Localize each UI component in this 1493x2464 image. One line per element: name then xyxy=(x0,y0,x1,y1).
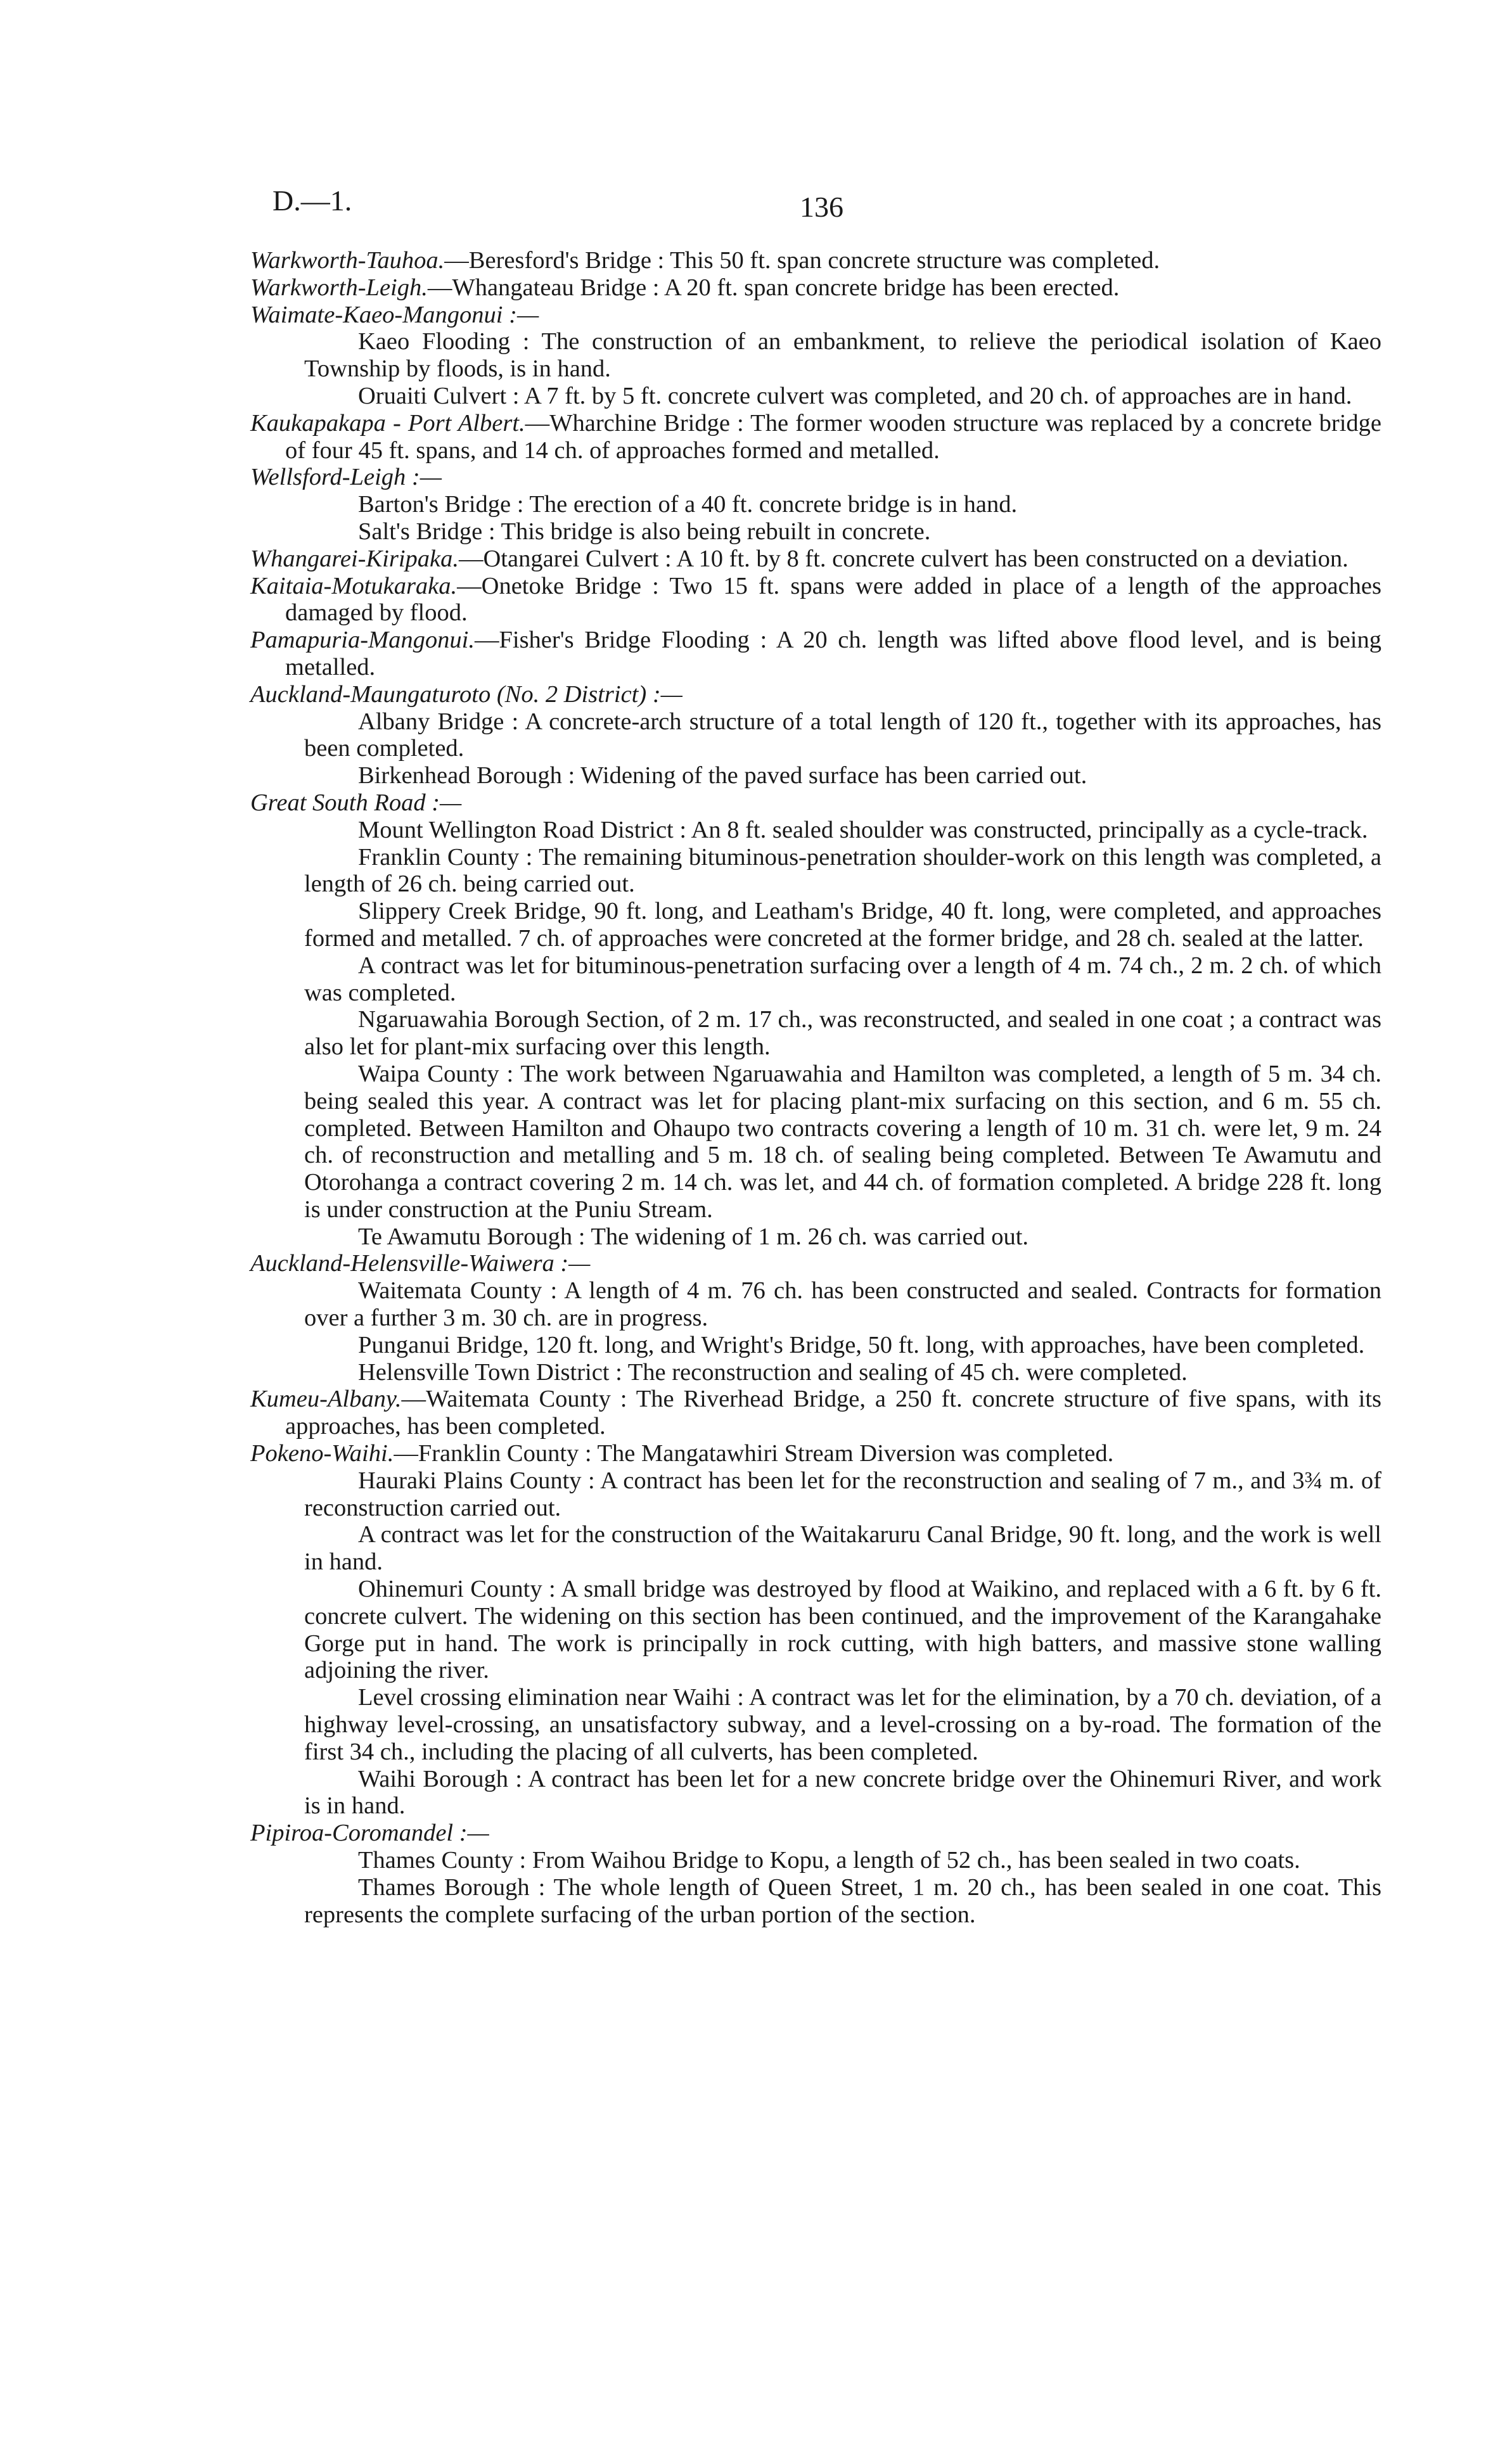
section-paragraph xyxy=(250,627,1381,681)
sub-paragraph xyxy=(250,898,1381,952)
paragraph-text: —Franklin County : The Mangatawhiri Stream Diversion was completed. xyxy=(394,1440,1114,1467)
section-paragraph xyxy=(250,1250,1381,1277)
section-heading: Whangarei-Kiripaka. xyxy=(250,545,459,572)
sub-paragraph xyxy=(250,1277,1381,1332)
sub-paragraph xyxy=(250,1006,1381,1061)
sub-paragraph xyxy=(250,1576,1381,1684)
section-heading: Great South Road :— xyxy=(250,789,462,816)
sub-paragraph xyxy=(250,1684,1381,1765)
paragraph-text: —Onetoke Bridge : Two 15 ft. spans were added in place of a length of the approaches damaged by flood. xyxy=(285,572,1381,627)
paragraph-text: Hauraki Plains County : A contract has been let for the reconstruction and sealing of 7 m., and 3¾ m. of reconstruction carried out. xyxy=(304,1467,1381,1521)
paragraph-text: Slippery Creek Bridge, 90 ft. long, and Leatham's Bridge, 40 ft. long, were completed, and approaches formed and metalled. 7 ch. of approaches were concreted at the former bridge, and 28 ch. sealed at the latter. xyxy=(304,898,1381,952)
paragraph-text: Barton's Bridge : The erection of a 40 ft. concrete bridge is in hand. xyxy=(358,491,1018,518)
section-heading: Kumeu-Albany. xyxy=(250,1386,402,1413)
document-body xyxy=(250,247,1381,1928)
section-paragraph xyxy=(250,1440,1381,1467)
sub-paragraph xyxy=(250,383,1381,410)
section-paragraph xyxy=(250,681,1381,708)
sub-paragraph xyxy=(250,708,1381,763)
section-paragraph xyxy=(250,247,1381,274)
section-heading: Warkworth-Leigh. xyxy=(250,274,428,301)
section-heading: Pokeno-Waihi. xyxy=(250,1440,394,1467)
paragraph-text: Ohinemuri County : A small bridge was destroyed by flood at Waikino, and replaced with a 6 ft. by 6 ft. concrete culvert. The widening on this section has been continued, and the improvement of the Karangahake Gorge put in hand. The work is principally in rock cutting, with high batters, and massive stone walling adjoining the river. xyxy=(304,1576,1381,1684)
paragraph-text: —Waitemata County : The Riverhead Bridge, a 250 ft. concrete structure of five spans, with its approaches, has been completed. xyxy=(285,1386,1381,1440)
paragraph-text: A contract was let for bituminous-penetration surfacing over a length of 4 m. 74 ch., 2 m. 2 ch. of which was completed. xyxy=(304,952,1381,1006)
sub-paragraph xyxy=(250,817,1381,844)
paragraph-text: Salt's Bridge : This bridge is also being rebuilt in concrete. xyxy=(358,518,931,545)
section-paragraph xyxy=(250,1820,1381,1847)
sub-paragraph xyxy=(250,1521,1381,1576)
sub-paragraph xyxy=(250,328,1381,383)
section-heading: Wellsford-Leigh :— xyxy=(250,464,442,491)
sub-paragraph xyxy=(250,952,1381,1007)
sub-paragraph xyxy=(250,1223,1381,1251)
sub-paragraph xyxy=(250,1332,1381,1359)
paragraph-text: —Beresford's Bridge : This 50 ft. span concrete structure was completed. xyxy=(444,247,1160,274)
paragraph-text: Mount Wellington Road District : An 8 ft. sealed shoulder was constructed, principally as a cycle-track. xyxy=(358,816,1368,843)
paragraph-text: Thames Borough : The whole length of Queen Street, 1 m. 20 ch., has been sealed in one coat. This represents the complete surfacing of the urban portion of the section. xyxy=(304,1874,1381,1928)
sub-paragraph xyxy=(250,491,1381,518)
paragraph-text: Thames County : From Waihou Bridge to Kopu, a length of 52 ch., has been sealed in two coats. xyxy=(358,1847,1300,1874)
paragraph-text: Punganui Bridge, 120 ft. long, and Wright's Bridge, 50 ft. long, with approaches, have been completed. xyxy=(358,1331,1365,1358)
section-heading: Warkworth-Tauhoa. xyxy=(250,247,445,274)
section-paragraph xyxy=(250,789,1381,817)
paragraph-text: Oruaiti Culvert : A 7 ft. by 5 ft. concrete culvert was completed, and 20 ch. of approaches are in hand. xyxy=(358,382,1352,409)
paragraph-text: Level crossing elimination near Waihi : A contract was let for the elimination, by a 70 ch. deviation, of a highway level-crossing, an unsatisfactory subway, and a level-crossing on a by-road. The formation of the first 34 ch., including the placing of all culverts, has been completed. xyxy=(304,1684,1381,1765)
sub-paragraph xyxy=(250,1766,1381,1820)
section-paragraph xyxy=(250,410,1381,464)
sub-paragraph xyxy=(250,844,1381,898)
section-paragraph xyxy=(250,573,1381,627)
section-paragraph xyxy=(250,464,1381,491)
section-heading: Pipiroa-Coromandel :— xyxy=(250,1820,489,1847)
sub-paragraph xyxy=(250,1467,1381,1522)
sub-paragraph xyxy=(250,518,1381,546)
section-paragraph xyxy=(250,274,1381,302)
paragraph-text: Kaeo Flooding : The construction of an embankment, to relieve the periodical isolation of Kaeo Township by floods, is in hand. xyxy=(304,328,1381,383)
paragraph-text: Te Awamutu Borough : The widening of 1 m. 26 ch. was carried out. xyxy=(358,1223,1029,1250)
document-reference: D.—1. xyxy=(272,184,352,217)
sub-paragraph xyxy=(250,1359,1381,1386)
section-heading: Auckland-Helensville-Waiwera :— xyxy=(250,1250,591,1277)
section-heading: Kaitaia-Motukaraka. xyxy=(250,572,458,599)
paragraph-text: Franklin County : The remaining bituminous-penetration shoulder-work on this length was completed, a length of 26 ch. being carried out. xyxy=(304,843,1381,898)
sub-paragraph xyxy=(250,1061,1381,1223)
paragraph-text: —Whangateau Bridge : A 20 ft. span concrete bridge has been erected. xyxy=(427,274,1120,301)
section-heading: Waimate-Kaeo-Mangonui :— xyxy=(250,301,539,328)
paragraph-text: Waihi Borough : A contract has been let for a new concrete bridge over the Ohinemuri River, and work is in hand. xyxy=(304,1765,1381,1820)
section-heading: Pamapuria-Mangonui. xyxy=(250,627,475,654)
sub-paragraph xyxy=(250,1874,1381,1929)
paragraph-text: Waipa County : The work between Ngaruawahia and Hamilton was completed, a length of 5 m. 34 ch. being sealed this year. A contract was let for placing plant-mix surfacing on this section, and 6 m. 55 ch. completed. Between Hamilton and Ohaupo two contracts covering a length of 10 m. 31 ch. were let, 9 m. 24 ch. of reconstruction and metalling and 5 m. 18 ch. of sealing being completed. Between Te Awamutu and Otorohanga a contract covering 2 m. 14 ch. was let, and 44 ch. of formation completed. A bridge 228 ft. long is under construction at the Puniu Stream. xyxy=(304,1060,1381,1223)
section-heading: Auckland-Maungaturoto (No. 2 District) :— xyxy=(250,680,682,708)
paragraph-text: Albany Bridge : A concrete-arch structure of a total length of 120 ft., together with its approaches, has been completed. xyxy=(304,708,1381,762)
section-paragraph xyxy=(250,1386,1381,1440)
paragraph-text: —Fisher's Bridge Flooding : A 20 ch. length was lifted above flood level, and is being metalled. xyxy=(285,627,1381,680)
sub-paragraph xyxy=(250,1847,1381,1874)
sub-paragraph xyxy=(250,762,1381,789)
section-heading: Kaukapakapa - Port Albert. xyxy=(250,409,525,437)
paragraph-text: —Wharchine Bridge : The former wooden structure was replaced by a concrete bridge of four 45 ft. spans, and 14 ch. of approaches formed and metalled. xyxy=(285,409,1381,464)
section-paragraph xyxy=(250,546,1381,573)
paragraph-text: Waitemata County : A length of 4 m. 76 ch. has been constructed and sealed. Contracts for formation over a further 3 m. 30 ch. are in progress. xyxy=(304,1277,1381,1332)
paragraph-text: Ngaruawahia Borough Section, of 2 m. 17 ch., was reconstructed, and sealed in one coat ; a contract was also let for plant-mix surfacing over this length. xyxy=(304,1006,1381,1061)
paragraph-text: Helensville Town District : The reconstruction and sealing of 45 ch. were completed. xyxy=(358,1358,1188,1386)
paragraph-text: Birkenhead Borough : Widening of the paved surface has been carried out. xyxy=(358,762,1087,789)
paragraph-text: —Otangarei Culvert : A 10 ft. by 8 ft. concrete culvert has been constructed on a deviation. xyxy=(459,545,1349,572)
page-number: 136 xyxy=(800,191,843,223)
paragraph-text: A contract was let for the construction of the Waitakaruru Canal Bridge, 90 ft. long, and the work is well in hand. xyxy=(304,1521,1381,1576)
section-paragraph xyxy=(250,302,1381,329)
